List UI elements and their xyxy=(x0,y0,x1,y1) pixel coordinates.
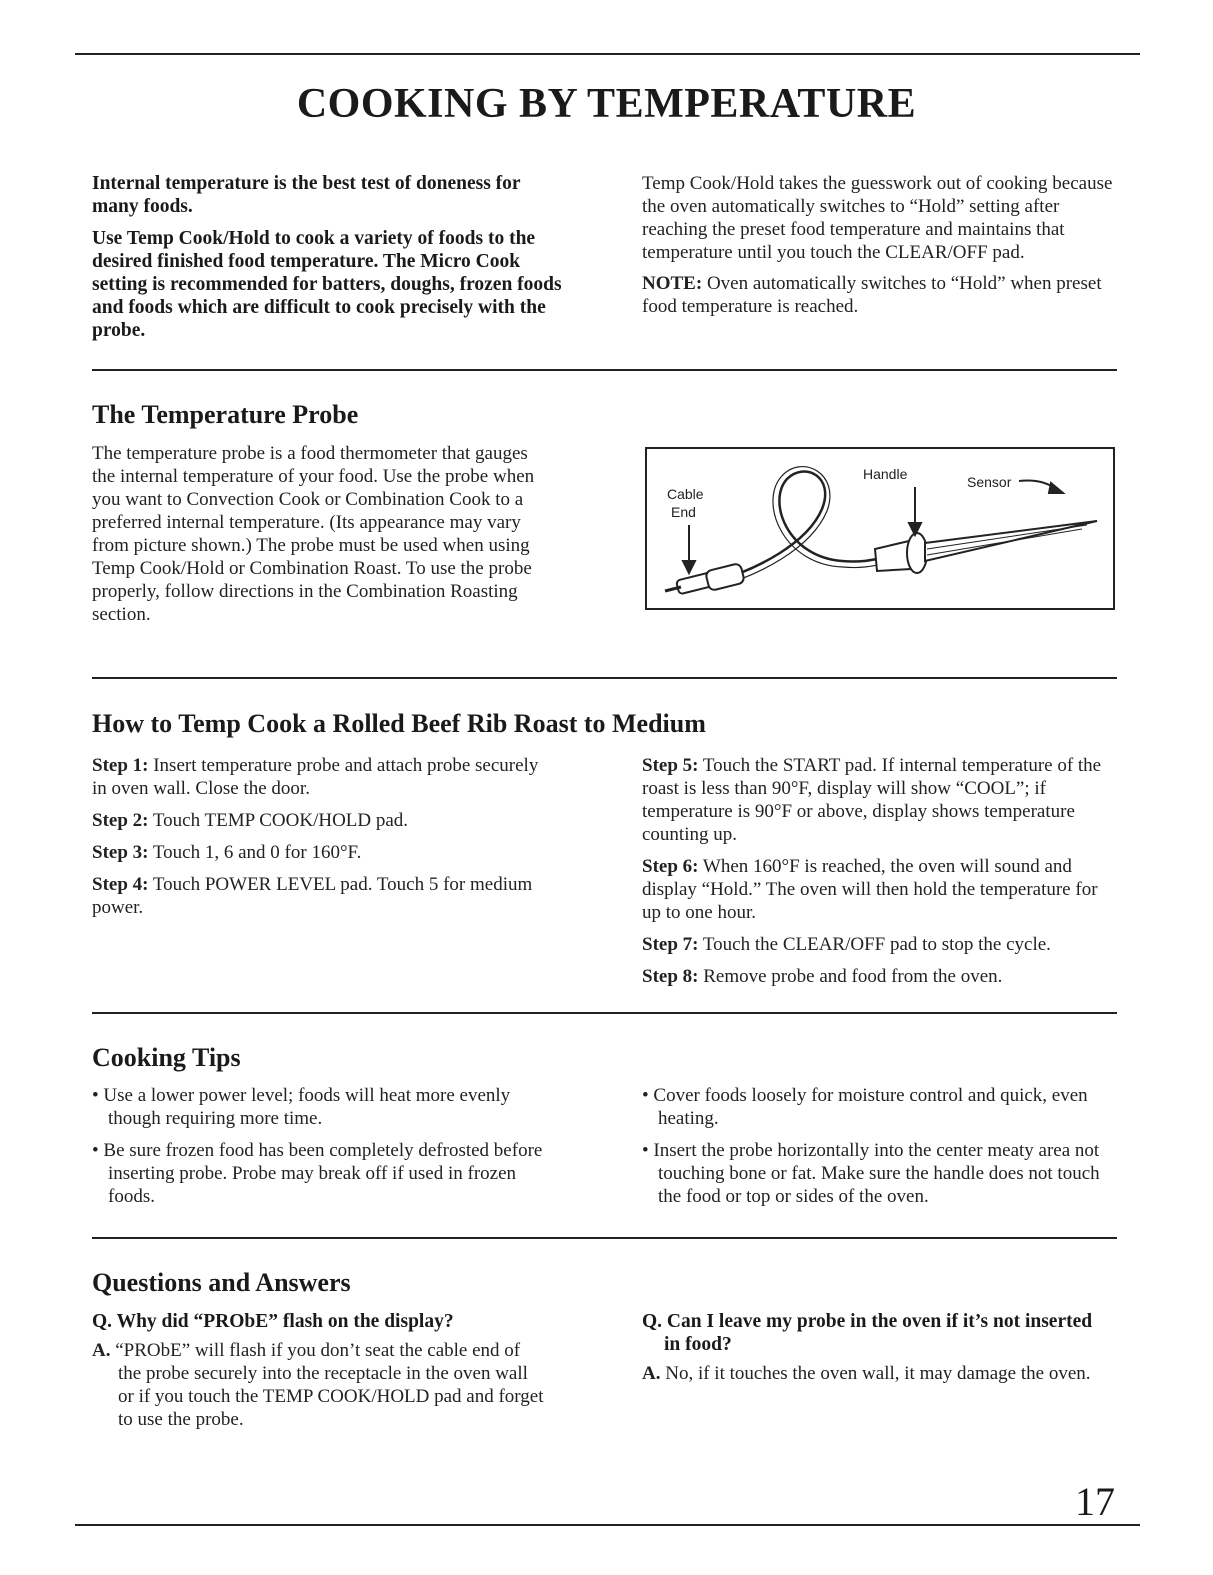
step-8-text: Remove probe and food from the oven. xyxy=(698,966,1003,987)
step-4 xyxy=(92,873,547,919)
label-end: End xyxy=(671,504,696,520)
label-handle: Handle xyxy=(863,466,908,482)
step-3-text: Touch 1, 6 and 0 for 160°F. xyxy=(148,842,362,863)
step-1-label: Step 1: xyxy=(92,755,149,776)
probe-diagram xyxy=(645,447,1115,610)
qa-left xyxy=(92,1310,547,1431)
step-1-text: Insert temperature probe and attach probe securely in oven wall. Close the door. xyxy=(92,755,539,799)
step-6-text: When 160°F is reached, the oven will sound and display “Hold.” The oven will then hold the temperature for up to one hour. xyxy=(642,856,1098,923)
step-7 xyxy=(642,933,1120,956)
qa-right xyxy=(642,1310,1097,1385)
step-5-label: Step 5: xyxy=(642,755,699,776)
answer-2 xyxy=(642,1362,1097,1385)
intro-right xyxy=(642,172,1117,326)
tip-2: • Be sure frozen food has been completely defrosted before inserting probe. Probe may break off if used in frozen foods. xyxy=(92,1140,543,1207)
tips-right xyxy=(642,1084,1120,1217)
arrow-handle-icon xyxy=(909,487,921,535)
howto-steps-left xyxy=(92,754,547,928)
step-5-text: Touch the START pad. If internal temperature of the roast is less than 90°F, display will show “COOL”; if temperature is 90°F or above, display shows temperature counting up. xyxy=(642,755,1102,845)
arrow-sensor-icon xyxy=(1019,480,1063,493)
probe-sensor-shaft xyxy=(925,521,1097,561)
label-sensor: Sensor xyxy=(967,474,1012,490)
divider-4 xyxy=(92,1237,1117,1239)
tips-heading: Cooking Tips xyxy=(92,1043,241,1072)
bottom-rule xyxy=(75,1524,1140,1526)
step-4-label: Step 4: xyxy=(92,874,149,895)
qa-heading: Questions and Answers xyxy=(92,1268,351,1297)
top-rule xyxy=(75,53,1140,55)
probe-handle xyxy=(875,533,927,573)
label-cable: Cable xyxy=(667,486,704,502)
step-2-label: Step 2: xyxy=(92,810,149,831)
probe-illustration xyxy=(647,449,1117,612)
step-6 xyxy=(642,855,1120,924)
step-1 xyxy=(92,754,547,800)
step-5 xyxy=(642,754,1120,846)
note-label: NOTE: xyxy=(642,273,703,294)
arrow-cable-icon xyxy=(683,525,695,573)
question-1: Q. Why did “PRObE” flash on the display? xyxy=(92,1311,454,1332)
answer-2-text: No, if it touches the oven wall, it may damage the oven. xyxy=(660,1363,1091,1384)
answer-2-label: A. xyxy=(642,1363,661,1384)
page-number: 17 xyxy=(1075,1479,1115,1524)
intro-right-para: Temp Cook/Hold takes the guesswork out of cooking because the oven automatically switches to “Hold” setting after reaching the preset food temperature and maintains that temperature until you touch the CLEAR/OFF pad. xyxy=(642,173,1113,263)
step-8 xyxy=(642,965,1120,988)
howto-heading: How to Temp Cook a Rolled Beef Rib Roast to Medium xyxy=(92,709,706,738)
step-7-text: Touch the CLEAR/OFF pad to stop the cycle. xyxy=(698,934,1051,955)
step-4-text: Touch POWER LEVEL pad. Touch 5 for medium power. xyxy=(92,874,533,918)
intro-note xyxy=(642,272,1117,318)
probe-heading: The Temperature Probe xyxy=(92,400,359,429)
answer-1 xyxy=(92,1339,547,1431)
step-6-label: Step 6: xyxy=(642,856,699,877)
divider-2 xyxy=(92,677,1117,679)
step-3-label: Step 3: xyxy=(92,842,149,863)
tip-1: • Use a lower power level; foods will heat more evenly though requiring more time. xyxy=(92,1085,511,1129)
cable-end-plug xyxy=(665,563,745,594)
step-8-label: Step 8: xyxy=(642,966,699,987)
answer-1-text: “PRObE” will flash if you don’t seat the cable end of the probe securely into the receptacle in the oven wall or if you touch the TEMP COOK/HOLD pad and forget to use the probe. xyxy=(110,1340,544,1430)
page-title: COOKING BY TEMPERATURE xyxy=(296,81,917,127)
tip-4: • Insert the probe horizontally into the center meaty area not touching bone or fat. Make sure the handle does not touch the food or top or sides of the oven. xyxy=(642,1140,1100,1207)
intro-left xyxy=(92,172,567,351)
step-2 xyxy=(92,809,547,832)
probe-para: The temperature probe is a food thermometer that gauges the internal temperature of your food. Use the probe when you want to Convection Cook or Combination Cook to a preferred internal temperature. (Its appearance may vary from picture shown.) The probe must be used when using Temp Cook/Hold or Combination Roast. To use the probe properly, follow directions in the Combination Roasting section. xyxy=(92,443,535,625)
intro-bold-1: Internal temperature is the best test of doneness for many foods. xyxy=(92,173,521,217)
intro-bold-2: Use Temp Cook/Hold to cook a variety of foods to the desired finished food temperature. The Micro Cook setting is recommended for batters, doughs, frozen foods and foods which are difficult to cook precisely with the probe. xyxy=(92,228,562,341)
divider-1 xyxy=(92,369,1117,371)
answer-1-label: A. xyxy=(92,1340,111,1361)
step-3 xyxy=(92,841,547,864)
step-2-text: Touch TEMP COOK/HOLD pad. xyxy=(148,810,409,831)
probe-cable xyxy=(717,471,887,581)
question-2: Q. Can I leave my probe in the oven if it’s not inserted in food? xyxy=(642,1311,1093,1355)
howto-steps-right xyxy=(642,754,1120,997)
step-7-label: Step 7: xyxy=(642,934,699,955)
tip-3: • Cover foods loosely for moisture control and quick, even heating. xyxy=(642,1085,1088,1129)
tips-left xyxy=(92,1084,562,1217)
note-text: Oven automatically switches to “Hold” when preset food temperature is reached. xyxy=(642,273,1102,317)
divider-3 xyxy=(92,1012,1117,1014)
